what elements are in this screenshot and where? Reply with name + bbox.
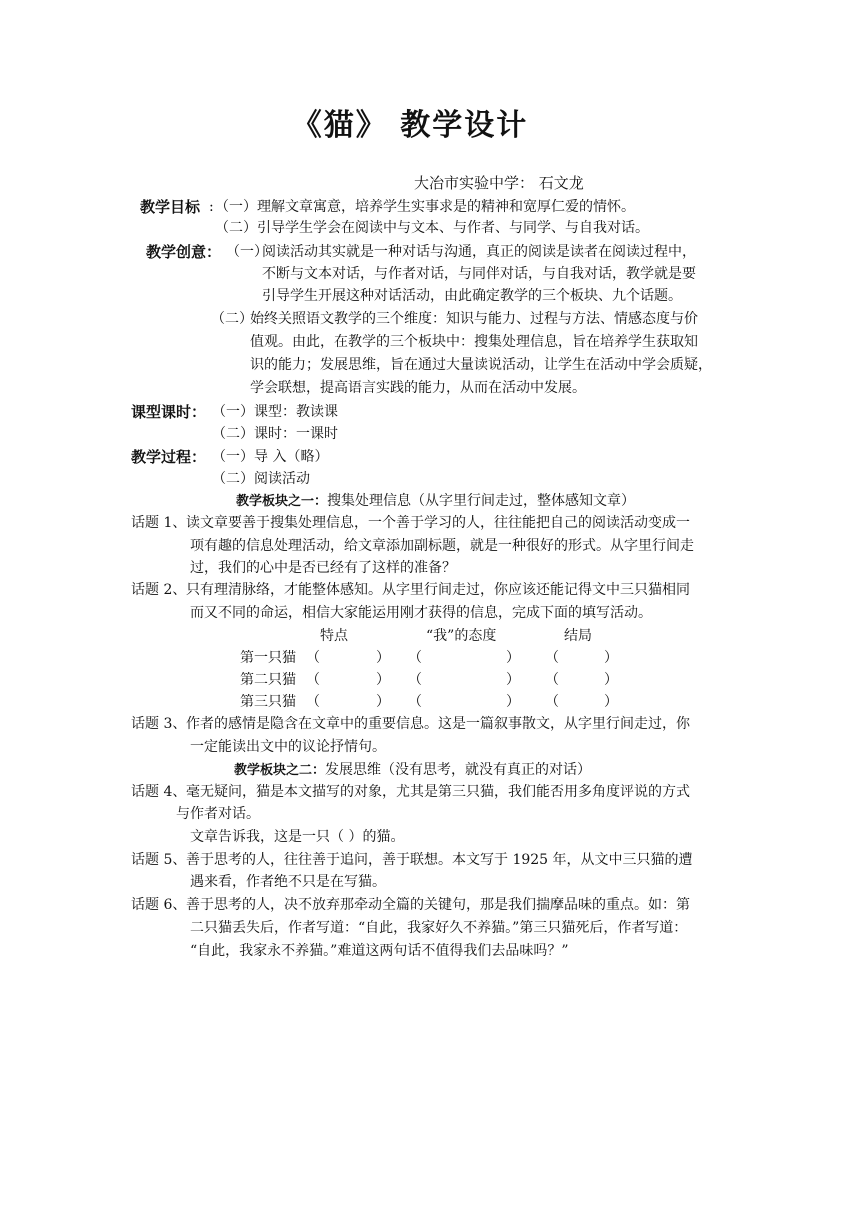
block2-heading xyxy=(234,760,591,781)
block1-text: 搜集处理信息（从字里行间走过，整体感知文章） xyxy=(327,493,636,509)
blank-open[interactable]: （ xyxy=(306,650,320,666)
topic6-line: 二只猫丢失后，作者写道：“自此，我家好久不养猫。”第三只猫死后，作者写道： xyxy=(190,920,688,936)
blank-close: ） xyxy=(506,672,520,688)
topic4-line: 毫无疑问，猫是本文描写的对象，尤其是第三只猫，我们能否用多角度评说的方式 xyxy=(186,784,690,800)
block2-text: 发展思维（没有思考，就没有真正的对话） xyxy=(325,762,592,778)
creative-item1-line: 引导学生开展这种对话活动，由此确定教学的三个板块、九个话题。 xyxy=(262,288,682,304)
topic6-line: “自此，我家永不养猫。”难道这两句话不值得我们去品味吗？” xyxy=(190,943,569,959)
topic4-prefix: 话题 4、 xyxy=(131,784,187,800)
document-title: 《猫》 教学设计 xyxy=(291,108,529,143)
table-row-label: 第二只猫 xyxy=(240,672,296,688)
topic1-line: 项有趣的信息处理活动，给文章添加副标题，就是一种很好的形式。从字里行间走 xyxy=(190,538,694,554)
creative-item2-line: 值观。由此，在教学的三个板块中：搜集处理信息，旨在培养学生获取知 xyxy=(250,334,698,350)
blank-close: ） xyxy=(376,650,390,666)
process-label: 教学过程： xyxy=(131,448,207,466)
process-item: （一）导 入（略） xyxy=(212,449,329,465)
blank-open[interactable]: （ xyxy=(408,694,422,710)
topic2-prefix: 话题 2、 xyxy=(131,582,187,598)
creative-item1-line: 阅读活动其实就是一种对话与沟通，真正的阅读是读者在阅读过程中， xyxy=(262,244,696,260)
blank-close: ） xyxy=(604,672,618,688)
block1-label: 教学板块之一： xyxy=(236,494,328,509)
topic4-line: 与作者对话。 xyxy=(176,806,260,822)
topic1-line: 过，我们的心中是否已经有了这样的准备？ xyxy=(190,560,456,576)
blank-close: ） xyxy=(376,694,390,710)
goal-item-1: （一）理解文章寓意，培养学生实事求是的精神和宽厚仁爱的情怀。 xyxy=(215,199,635,215)
topic3-prefix: 话题 3、 xyxy=(131,716,187,732)
topic6-line: 善于思考的人，决不放弃那牵动全篇的关键句，那是我们揣摩品味的重点。如：第 xyxy=(186,897,690,913)
lesson-label: 课型课时： xyxy=(131,403,207,421)
blank-open[interactable]: （ xyxy=(408,672,422,688)
topic5-line: 遇来看，作者绝不只是在写猫。 xyxy=(190,874,386,890)
goals-label: 教学目标 xyxy=(140,198,201,216)
creative-item2-line: 识的能力；发展思维，旨在通过大量读说活动，让学生在活动中学会质疑， xyxy=(250,357,712,373)
topic1-line: 读文章要善于搜集处理信息，一个善于学习的人，往往能把自己的阅读活动变成一 xyxy=(186,515,690,531)
table-header-attitude: “我”的态度 xyxy=(426,628,497,644)
table-row-label: 第三只猫 xyxy=(240,694,296,710)
blank-open[interactable]: （ xyxy=(545,694,559,710)
blank-open[interactable]: （ xyxy=(306,694,320,710)
creative-item2-line: 始终关照语文教学的三个维度：知识与能力、过程与方法、情感态度与价 xyxy=(250,311,698,327)
blank-close: ） xyxy=(604,650,618,666)
topic2-line: 只有理清脉络，才能整体感知。从字里行间走过，你应该还能记得文中三只猫相同 xyxy=(186,582,690,598)
creative-item1-line: 不断与文本对话，与作者对话，与同伴对话，与自我对话，教学就是要 xyxy=(262,266,696,282)
blank-close: ） xyxy=(604,694,618,710)
table-header-ending: 结局 xyxy=(564,628,592,644)
topic4-fill: 文章告诉我，这是一只（ ）的猫。 xyxy=(190,829,405,845)
topic6-prefix: 话题 6、 xyxy=(131,897,187,913)
topic2-line: 而又不同的命运，相信大家能运用刚才获得的信息，完成下面的填写活动。 xyxy=(190,605,652,621)
goals-colon: : xyxy=(209,199,214,215)
lesson-item: （一）课型：教读课 xyxy=(212,404,338,420)
creative-label: 教学创意： xyxy=(146,243,222,261)
creative-item2-line: 学会联想，提高语言实践的能力，从而在活动中发展。 xyxy=(250,380,586,396)
goal-item-2: （二）引导学生学会在阅读中与文本、与作者、与同学、与自我对话。 xyxy=(215,220,649,236)
blank-open[interactable]: （ xyxy=(306,672,320,688)
topic3-line: 作者的感情是隐含在文章中的重要信息。这是一篇叙事散文，从字里行间走过，你 xyxy=(186,716,690,732)
topic5-prefix: 话题 5、 xyxy=(131,852,187,868)
blank-open[interactable]: （ xyxy=(408,650,422,666)
creative-item1-prefix: （一） xyxy=(226,244,268,260)
topic5-line: 善于思考的人，往往善于追问，善于联想。本文写于 1925 年，从文中三只猫的遭 xyxy=(186,852,693,868)
topic3-line: 一定能读出文中的议论抒情句。 xyxy=(190,739,386,755)
blank-close: ） xyxy=(506,694,520,710)
blank-close: ） xyxy=(506,650,520,666)
lesson-item: （二）课时：一课时 xyxy=(212,426,338,442)
blank-open[interactable]: （ xyxy=(545,672,559,688)
topic1-prefix: 话题 1、 xyxy=(131,515,187,531)
block1-heading xyxy=(236,491,635,512)
creative-item2-prefix: （二） xyxy=(211,311,253,327)
process-item: （二）阅读活动 xyxy=(212,471,310,487)
blank-open[interactable]: （ xyxy=(545,650,559,666)
table-row-label: 第一只猫 xyxy=(240,650,296,666)
table-header-trait: 特点 xyxy=(320,628,348,644)
block2-label: 教学板块之二： xyxy=(234,763,326,778)
author-line: 大冶市实验中学： 石文龙 xyxy=(414,174,584,192)
blank-close: ） xyxy=(376,672,390,688)
